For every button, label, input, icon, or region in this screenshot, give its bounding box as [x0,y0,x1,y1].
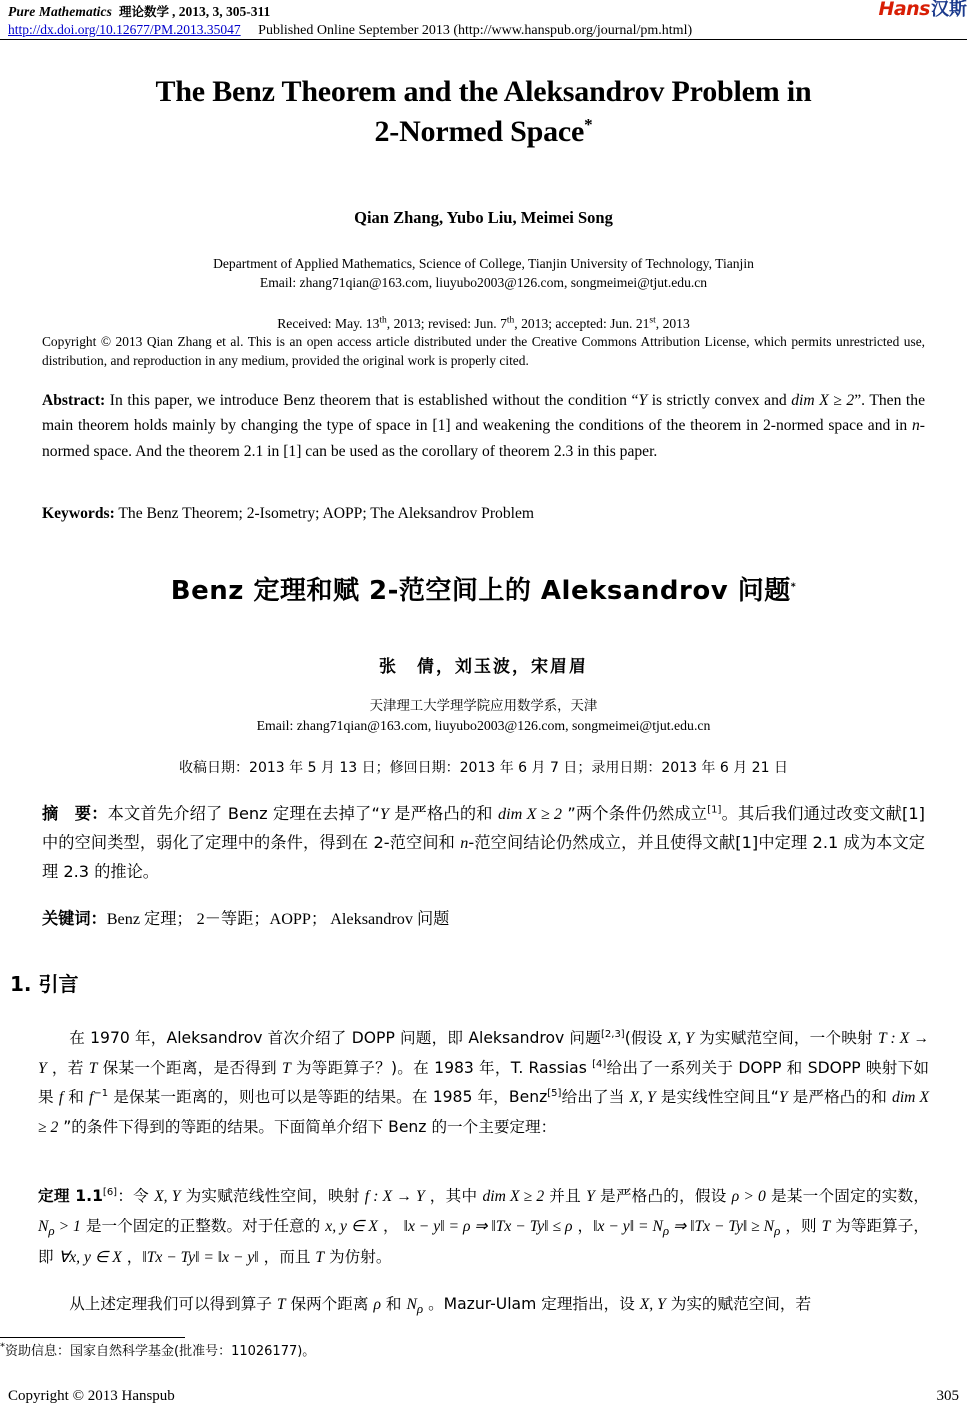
email-line: Email: zhang71qian@163.com, liuyubo2003@126.com, songmeimei@tjut.edu.cn [259,275,708,291]
chinese-title [60,570,907,607]
intro-paragraph [38,1024,929,1142]
footnote-text: 资助信息：国家自然科学基金(批准号：11026177)。 [5,1344,316,1359]
journal-citation: , 2013, 3, 305-311 [172,4,271,19]
abstract-part-1: In this paper, we introduce Benz theorem that is established without the condition “ [105,392,639,409]
revised-ordinal: th [506,315,515,326]
theorem-t3: ，其中 [424,1187,483,1205]
closing-c4: 。Mazur-Ulam 定理指出，设 [423,1295,640,1313]
closing-math-N-subscript: ρ [416,1301,424,1317]
copyright-notice: Copyright © 2013 Qian Zhang et al. This is an open access article distributed under the Creative Commons Attribution License, which permits unrestricted use, distribution, and reproduction in any medium, provided the original work is properly cited. [42,334,925,368]
theorem-t12: ， [121,1248,143,1266]
abstract-math-dim: dim X ≥ 2 [791,392,855,409]
theorem-math-dim: dim X ≥ 2 [482,1188,545,1205]
theorem-t11: 为等距算子，即 [38,1216,930,1266]
intro-citation-4: [4] [592,1058,607,1070]
theorem-math-forall: ∀x, y ∈ X [58,1249,122,1266]
chinese-keywords-label: 关键词： [42,909,107,928]
theorem-t14: 为仿射。 [324,1248,392,1266]
closing-paragraph [38,1290,929,1321]
closing-math-rho: ρ [373,1296,381,1313]
journal-name: Pure Mathematics [8,4,112,19]
chinese-abstract-math-Y: Y [379,805,389,823]
theorem-math-norm-N: ‖x − y‖ = N [593,1217,663,1235]
running-head [8,2,959,40]
chinese-affiliation-line: 天津理工大学理学院应用数学系，天津 [369,699,598,714]
hans-logo-cn: 汉斯 [931,0,967,20]
section-title: 引言 [38,972,79,996]
keywords-label: Keywords: [42,505,115,522]
accepted-ordinal: st [649,315,656,326]
chinese-email-line: Email: zhang71qian@163.com, liuyubo2003@126.com, songmeimei@tjut.edu.cn [256,718,711,734]
abstract-math-Y: Y [638,392,648,409]
theorem-paragraph [38,1182,929,1273]
received-prefix: Received: May. 13 [277,316,380,332]
abstract-math-n: n [912,417,920,435]
theorem-math-XY: X, Y [154,1188,181,1205]
affiliation-line: Department of Applied Mathematics, Science of College, Tianjin University of Technology, Tianjin [213,255,754,271]
closing-c1: 从上述定理我们可以得到算子 [69,1295,277,1313]
intro-k: 是实线性空间且“ [655,1088,779,1107]
intro-math-T-2: T [282,1059,291,1077]
abstract-part-2: is strictly convex and [647,392,792,409]
chinese-keywords-section [42,905,925,929]
chinese-title-footnote-star: * [790,581,797,593]
chinese-author-list: 张 倩，刘玉波，宋眉眉 [379,657,588,677]
doi-link[interactable]: http://dx.doi.org/10.12677/PM.2013.35047 [8,22,241,37]
footnote-funding [0,1340,315,1359]
intro-math-f-1: f [58,1089,64,1107]
received-ordinal: th [379,315,387,326]
footnote-star: * [0,1341,5,1353]
intro-math-XY-2: X, Y [629,1089,656,1107]
chinese-abstract-part-3: ”两个条件仍然成立 [561,804,708,823]
closing-c5: 为实的赋范空间，若 [665,1295,812,1313]
intro-math-T-1: T [88,1059,98,1077]
intro-citation-23: [2,3] [601,1028,625,1040]
intro-math-XY-1: X, Y [667,1030,694,1047]
theorem-t5: 是严格凸的，假设 [594,1187,732,1205]
intro-a: 在 1970 年，Aleksandrov 首次介绍了 DOPP 问题，即 Aleksandrov 问题 [69,1029,601,1047]
body-paragraph-1 [38,1024,929,1142]
abstract-part-3: ”. Then the main theorem holds mainly by changing the type of space in [1] and weakening the conditions of the theorem in 2-normed space and in [42,392,925,435]
received-dates [70,316,897,332]
title-footnote-star: * [584,114,593,134]
hans-publisher-logo [878,0,967,19]
theorem-math-xy-in-X: x, y ∈ X [325,1217,378,1235]
theorem-t7: 是一个固定的正整数。对于任意的 [80,1216,326,1235]
chinese-abstract-citation-1: [1] [707,804,722,816]
chinese-abstract-part-1: 本文首先介绍了 Benz 定理在去掉了“ [107,804,380,823]
theorem-math-rho-pos: ρ > 0 [731,1188,766,1205]
title-block [70,72,897,332]
theorem-math-norm-N-subscript-1: ρ [662,1222,670,1238]
author-list: Qian Zhang, Yubo Liu, Meimei Song [354,207,613,227]
theorem-math-N-subscript: ρ [48,1222,55,1238]
chinese-abstract-section [42,800,925,886]
closing-c2: 保两个距离 [285,1295,374,1313]
section-heading-1 [10,968,78,997]
chinese-abstract-label: 摘 要： [42,804,108,823]
page-number: 305 [936,1388,959,1404]
theorem-math-isometry: ‖Tx − Ty‖ = ‖x − y‖ [142,1249,259,1266]
page-title [70,72,897,152]
intro-b: (假设 [624,1029,668,1047]
theorem-math-f-map: f : X → Y [364,1188,425,1205]
closing-math-XY: X, Y [639,1296,666,1313]
intro-h: 和 [63,1088,90,1107]
chinese-abstract-math-n: n [460,833,469,852]
received-mid: , 2013; revised: Jun. 7 [386,316,507,332]
keywords-text: The Benz Theorem; 2-Isometry; AOPP; The Aleksandrov Problem [114,505,535,522]
title-line-1: The Benz Theorem and the Aleksandrov Problem in [155,75,812,108]
intro-m: ”的条件下得到的等距的结果。下面简单介绍下 Benz 的一个主要定理： [58,1117,557,1136]
intro-g: 给出了一系列关于 DOPP 和 SDOPP 映射下如果 [38,1058,929,1107]
theorem-t6: 是某一个固定的实数， [765,1187,929,1205]
chinese-abstract-part-4: 。其后我们通过改变文献[1]中的空间类型，弱化了定理中的条件，得到在 2-范空间和 [42,804,925,852]
footer-copyright: Copyright © 2013 Hanspub [8,1388,175,1404]
theorem-citation-6: [6] [102,1186,118,1198]
theorem-math-T-1: T [821,1217,831,1235]
journal-name-chinese: 理论数学 [118,4,169,19]
intro-l: 是严格凸的和 [787,1088,893,1107]
running-head-citation-line [8,2,959,20]
theorem-math-norm-N-subscript-2: ρ [774,1222,781,1238]
theorem-t4: 并且 [544,1187,587,1205]
theorem-t1: ：令 [117,1187,155,1205]
intro-math-f-inverse: f [89,1089,94,1107]
closing-c3: 和 [380,1295,407,1313]
abstract-label: Abstract: [42,392,106,409]
section-number: 1. [10,972,32,996]
theorem-label: 定理 1.1 [38,1187,103,1205]
closing-math-T: T [276,1296,286,1313]
abstract-part-4: -normed space. And the theorem 2.1 in [1] can be used as the corollary of theorem 2.3 in this paper. [42,417,925,460]
chinese-abstract-math-dim: dim X ≥ 2 [498,805,562,823]
theorem-math-Y: Y [586,1188,595,1205]
abstract-section [42,388,925,464]
footnote-divider [0,1337,185,1338]
intro-math-f-inverse-exponent: −1 [93,1087,109,1099]
theorem-t8: ， [377,1216,404,1235]
chinese-affiliation-block [60,697,907,736]
intro-d: ，若 [46,1058,89,1077]
header-divider [0,39,967,40]
closing-math-N: N [406,1296,417,1313]
theorem-math-norm-rho: ‖x − y‖ = ρ ⇒ ‖Tx − Ty‖ ≤ ρ [403,1217,573,1235]
hans-logo-en: Hans [878,0,930,20]
page-footer [8,1388,959,1405]
intro-math-map-T: T : X → Y [38,1030,929,1077]
intro-math-dim-2: dim X ≥ 2 [38,1089,929,1136]
intro-j: 给出了当 [561,1088,630,1107]
theorem-t10: ，则 [780,1216,822,1235]
chinese-dates: 收稿日期：2013 年 5 月 13 日；修回日期：2013 年 6 月 7 日；录用日期：2013 年 6 月 21 日 [179,760,788,776]
theorem-t13: ，而且 [258,1248,316,1266]
title-line-2: 2-Normed Space [374,114,585,148]
theorem-math-N-gt1: > 1 [54,1217,81,1235]
intro-i: 是保某一距离的，则也可以是等距的结果。在 1985 年，Benz [108,1088,548,1107]
theorem-math-T-2: T [315,1249,325,1266]
intro-citation-5: [5] [547,1087,562,1099]
chinese-abstract-part-5: -范空间结论仍然成立，并且使得文献[1]中定理 2.1 成为本文定理 2.3 的推论。 [42,832,925,881]
chinese-abstract-part-2: 是严格凸的和 [388,804,499,823]
theorem-t2: 为实赋范线性空间，映射 [180,1187,365,1205]
affiliation-block [70,254,897,293]
theorem-math-N: N [38,1217,49,1235]
intro-math-Y-2: Y [778,1089,788,1107]
intro-f: 为等距算子？)。在 1983 年，T. Rassias [290,1058,593,1077]
revised-mid: , 2013; accepted: Jun. 21 [514,316,650,332]
theorem-math-norm-N-impl: ⇒ ‖Tx − Ty‖ ≥ N [669,1217,775,1235]
intro-c: 为实赋范空间，一个映射 [693,1029,878,1047]
theorem-t9: ， [572,1216,594,1235]
chinese-keywords-text: Benz 定理； 2－等距；AOPP； Aleksandrov 问题 [106,910,450,928]
theorem-1-1 [38,1182,929,1273]
chinese-title-text: Benz 定理和赋 2-范空间上的 Aleksandrov 问题 [170,576,791,606]
published-online-text: Published Online September 2013 (http://www.hanspub.org/journal/pm.html) [258,23,693,38]
accepted-tail: , 2013 [655,316,690,332]
intro-e: 保某一个距离，是否得到 [97,1058,283,1077]
keywords-section [42,505,925,523]
running-head-doi-line [8,22,959,39]
